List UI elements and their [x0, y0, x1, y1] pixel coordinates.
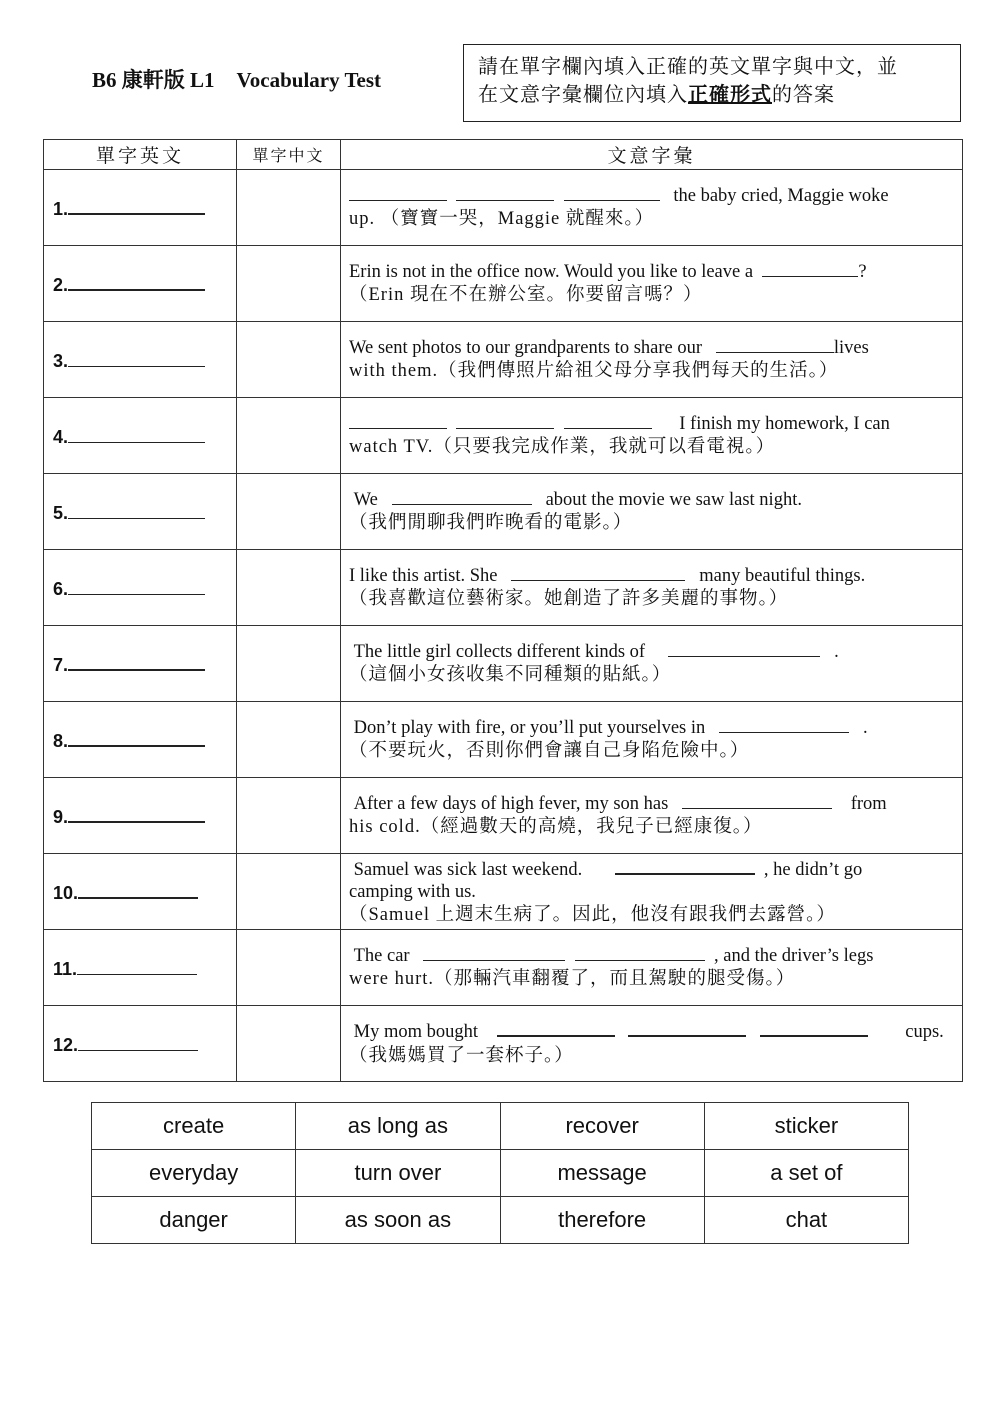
answer-chinese-4[interactable]: [237, 398, 341, 474]
table-row: [44, 626, 963, 702]
blank-input[interactable]: [349, 184, 447, 201]
header-english-word: 單字英文: [44, 140, 237, 170]
sentence-8: Don’t play with fire, or you’ll put yourselves in . （不要玩火，否則你們會讓自己身陷危險中。）: [341, 702, 963, 778]
blank-input[interactable]: [668, 640, 820, 657]
word-bank-row: [92, 1103, 909, 1150]
blank-input[interactable]: [456, 184, 554, 201]
word-bank-item: everyday: [92, 1150, 296, 1197]
table-row: [44, 474, 963, 550]
word-bank-item: danger: [92, 1197, 296, 1244]
word-bank-item: as soon as: [296, 1197, 500, 1244]
blank-input[interactable]: [716, 336, 834, 353]
sentence-9: After a few days of high fever, my son has from his cold.（經過數天的高燒，我兒子已經康復。）: [341, 778, 963, 854]
sentence-4: I finish my homework, I can watch TV.（只要我完成作業，我就可以看電視。）: [341, 398, 963, 474]
answer-chinese-12[interactable]: [237, 1006, 341, 1082]
answer-english-5[interactable]: 5.: [44, 474, 237, 550]
title-test-name: Vocabulary Test: [236, 68, 382, 92]
blank-input[interactable]: [575, 944, 705, 961]
answer-english-12[interactable]: 12.: [44, 1006, 237, 1082]
table-row: [44, 778, 963, 854]
blank-input[interactable]: [615, 857, 755, 875]
blank-input[interactable]: [423, 944, 565, 961]
instructions-box: [463, 44, 961, 122]
instructions-line2: 在文意字彙欄位內填入正確形式的答案: [478, 84, 835, 106]
header-chinese-word: 單字中文: [237, 140, 341, 170]
answer-chinese-9[interactable]: [237, 778, 341, 854]
answer-english-2[interactable]: 2.: [44, 246, 237, 322]
word-bank-item: chat: [704, 1197, 908, 1244]
header-context-vocab: 文意字彙: [341, 140, 963, 170]
answer-english-4[interactable]: 4.: [44, 398, 237, 474]
word-bank-item: therefore: [500, 1197, 704, 1244]
sentence-11: The car , and the driver’s legs were hurt.（那輛汽車翻覆了，而且駕駛的腿受傷。）: [341, 930, 963, 1006]
answer-chinese-8[interactable]: [237, 702, 341, 778]
word-bank-item: recover: [500, 1103, 704, 1150]
sentence-2: Erin is not in the office now. Would you like to leave a ? （Erin 現在不在辦公室。你要留言嗎？）: [341, 246, 963, 322]
blank-input[interactable]: [628, 1019, 746, 1037]
word-bank-item: sticker: [704, 1103, 908, 1150]
word-bank: [91, 1102, 909, 1244]
title-edition: 康軒版 L1: [121, 68, 215, 92]
table-row: [44, 550, 963, 626]
blank-input[interactable]: [349, 412, 447, 429]
table-header-row: [44, 140, 963, 170]
title-code: B6: [92, 68, 117, 92]
test-title: [92, 64, 381, 94]
answer-chinese-5[interactable]: [237, 474, 341, 550]
table-row: [44, 930, 963, 1006]
blank-input[interactable]: [682, 792, 832, 809]
blank-input[interactable]: [760, 1019, 868, 1037]
word-bank-item: create: [92, 1103, 296, 1150]
sentence-1: the baby cried, Maggie woke up. （寶寶一哭，Maggie 就醒來。）: [341, 170, 963, 246]
sentence-7: The little girl collects different kinds of . （這個小女孩收集不同種類的貼紙。）: [341, 626, 963, 702]
word-bank-item: message: [500, 1150, 704, 1197]
blank-input[interactable]: [719, 716, 849, 733]
answer-chinese-3[interactable]: [237, 322, 341, 398]
sentence-5: We about the movie we saw last night. （我們閒聊我們昨晚看的電影。）: [341, 474, 963, 550]
answer-english-11[interactable]: 11.: [44, 930, 237, 1006]
blank-input[interactable]: [511, 564, 685, 581]
sentence-3: We sent photos to our grandparents to share our lives with them.（我們傳照片給祖父母分享我們每天的生活。）: [341, 322, 963, 398]
answer-english-10[interactable]: 10.: [44, 854, 237, 930]
answer-english-1[interactable]: 1.: [44, 170, 237, 246]
table-row: [44, 702, 963, 778]
table-row: [44, 322, 963, 398]
answer-chinese-7[interactable]: [237, 626, 341, 702]
blank-input[interactable]: [564, 184, 660, 201]
answer-chinese-6[interactable]: [237, 550, 341, 626]
table-row: [44, 246, 963, 322]
blank-input[interactable]: [564, 412, 652, 429]
table-row: [44, 170, 963, 246]
word-bank-row: [92, 1150, 909, 1197]
answer-chinese-1[interactable]: [237, 170, 341, 246]
instructions-emphasis: 正確形式: [688, 84, 772, 106]
instructions-line1: 請在單字欄內填入正確的英文單字與中文，並: [478, 56, 898, 78]
answer-english-8[interactable]: 8.: [44, 702, 237, 778]
word-bank-item: turn over: [296, 1150, 500, 1197]
answer-chinese-11[interactable]: [237, 930, 341, 1006]
vocabulary-table: [43, 139, 963, 1082]
answer-english-7[interactable]: 7.: [44, 626, 237, 702]
answer-english-9[interactable]: 9.: [44, 778, 237, 854]
blank-input[interactable]: [762, 260, 858, 277]
blank-input[interactable]: [497, 1019, 615, 1037]
sentence-6: I like this artist. She many beautiful things. （我喜歡這位藝術家。她創造了許多美麗的事物。）: [341, 550, 963, 626]
table-row: [44, 854, 963, 930]
table-row: [44, 1006, 963, 1082]
word-bank-row: [92, 1197, 909, 1244]
sentence-12: My mom bought cups. （我媽媽買了一套杯子。）: [341, 1006, 963, 1082]
answer-chinese-2[interactable]: [237, 246, 341, 322]
answer-english-3[interactable]: 3.: [44, 322, 237, 398]
answer-chinese-10[interactable]: [237, 854, 341, 930]
word-bank-item: as long as: [296, 1103, 500, 1150]
blank-input[interactable]: [456, 412, 554, 429]
answer-english-6[interactable]: 6.: [44, 550, 237, 626]
blank-input[interactable]: [392, 488, 532, 505]
sentence-10: Samuel was sick last weekend. , he didn’t go camping with us. （Samuel 上週末生病了。因此，他沒有跟我們去露營。）: [341, 854, 963, 930]
table-row: [44, 398, 963, 474]
word-bank-item: a set of: [704, 1150, 908, 1197]
